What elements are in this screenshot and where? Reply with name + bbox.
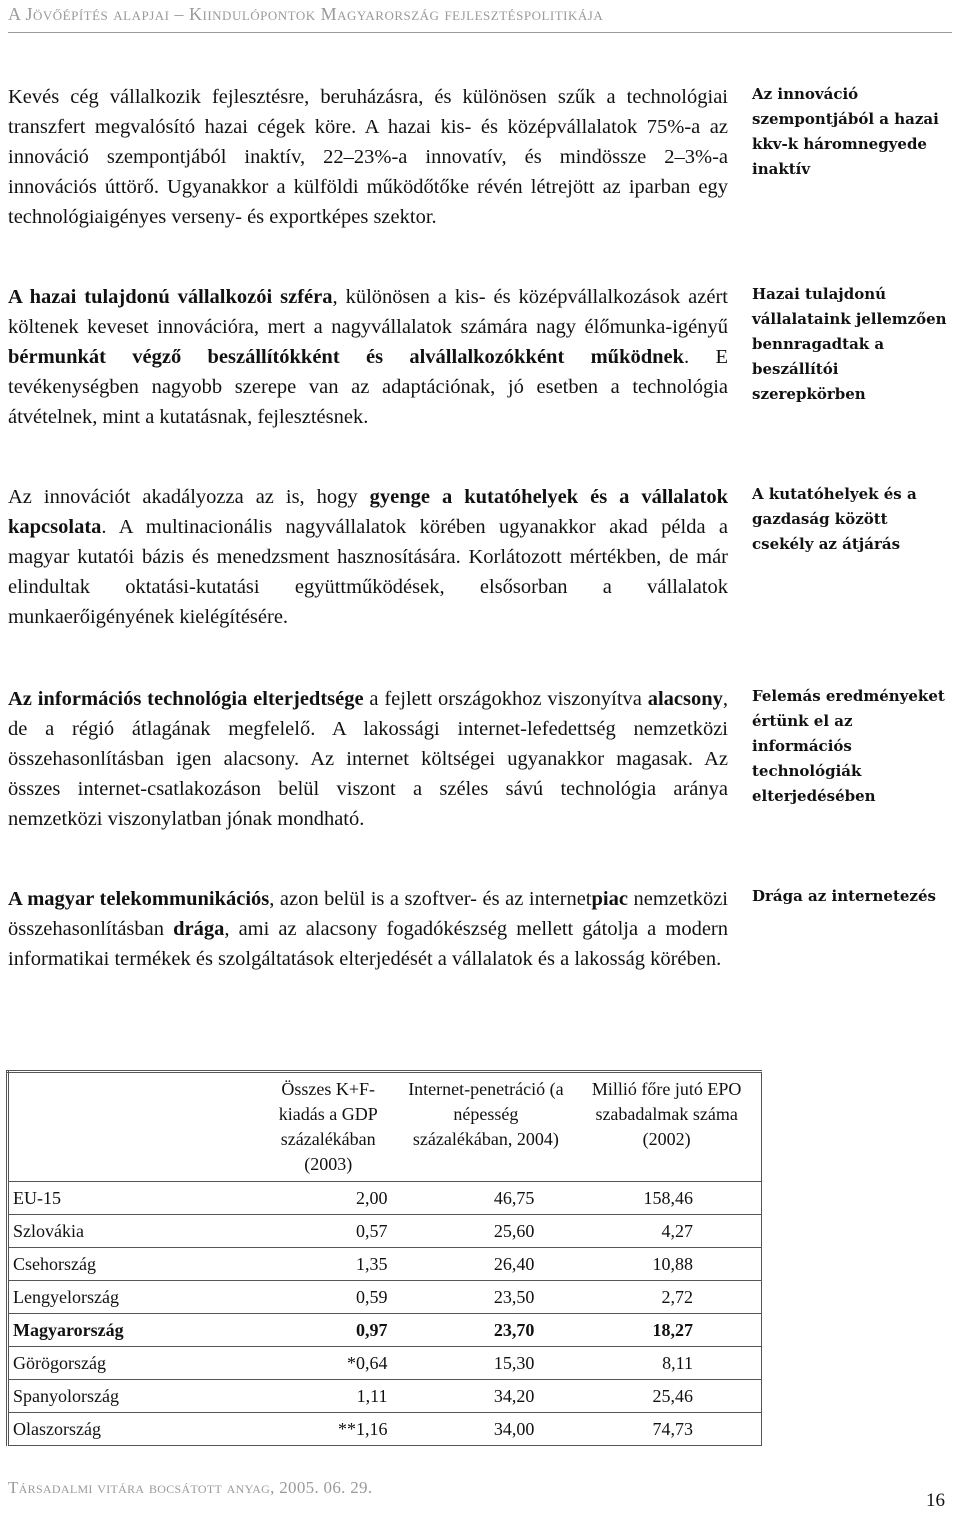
table-header-empty: [8, 1072, 257, 1182]
paragraph-domestic-sector: [8, 282, 728, 432]
internet-cell: 26,40: [399, 1248, 572, 1281]
paragraph-it-penetration: [8, 684, 728, 834]
running-header: A Jövőépítés alapjai – Kiindulópontok Magyarország fejlesztéspolitikája: [8, 4, 604, 24]
bold-phrase: A magyar telekommunikációs: [8, 888, 270, 910]
text-run: . A multinacionális nagyvállalatok körében ugyanakkor akad példa a magyar kutatói bázis és menedzsment hasznosítására. Korlátozott mértékben, de már elindultak oktatási-kutatási együttműködések, elsősorban a vállalatok munkaerőigényének kielégítésére.: [8, 516, 728, 628]
country-cell: Szlovákia: [8, 1215, 257, 1248]
country-cell: Görögország: [8, 1347, 257, 1380]
internet-cell: 15,30: [399, 1347, 572, 1380]
text-run: , de a régió átlagának megfelelő. A lakossági internet-lefedettség nemzetközi összehasonlításban igen alacsony. Az internet költségei ugyanakkor magasak. Az összes internet-csatlakozáson belül viszont a széles sávú technológia aránya nemzetközi viszonylatban jónak mondható.: [8, 688, 728, 830]
country-cell: Csehország: [8, 1248, 257, 1281]
text-run: , azon belül is a szoftver- és az internet: [269, 888, 592, 910]
country-cell: Magyarország: [8, 1314, 257, 1347]
country-cell: Lengyelország: [8, 1281, 257, 1314]
bold-phrase: bérmunkát végző beszállítókként és alvállalkozókként működnek: [8, 346, 685, 368]
rnd-cell: 0,97: [257, 1314, 399, 1347]
table-row: [8, 1248, 762, 1281]
patents-cell: 158,46: [572, 1182, 761, 1215]
internet-cell: 23,50: [399, 1281, 572, 1314]
table-row: [8, 1413, 762, 1446]
table-row: [8, 1380, 762, 1413]
bold-phrase: Az információs technológia elterjedtsége: [8, 688, 364, 710]
table-header-row: [8, 1072, 762, 1182]
patents-cell: 74,73: [572, 1413, 761, 1446]
text-run: . E tevékenységben nagyobb szerepe van az adaptációnak, jó esetben a technológia átvételnek, mint a kutatásnak, fejlesztésnek.: [8, 346, 728, 428]
bold-phrase: piac: [591, 888, 628, 910]
internet-cell: 34,00: [399, 1413, 572, 1446]
margin-note-research: A kutatóhelyek és a gazdaság között csekély az átjárás: [752, 485, 917, 553]
internet-cell: 46,75: [399, 1182, 572, 1215]
patents-cell: 4,27: [572, 1215, 761, 1248]
margin-note-it: Felemás eredményeket értünk el az információs technológiák elterjedésében: [752, 687, 945, 805]
rnd-cell: 0,59: [257, 1281, 399, 1314]
bold-phrase: drága: [173, 918, 225, 940]
bold-phrase: alacsony: [647, 688, 723, 710]
comparison-table: [6, 1070, 762, 1446]
text-run: , ami az alacsony fogadókészség mellett gátolja a modern informatikai termékek és szolgáltatások elterjedését a vállalatok és a lakosság körében.: [8, 918, 728, 970]
margin-note-innovation: Az innováció szempontjából a hazai kkv-k háromnegyede inaktív: [752, 85, 939, 178]
rnd-cell: 1,11: [257, 1380, 399, 1413]
internet-cell: 34,20: [399, 1380, 572, 1413]
table-row: [8, 1182, 762, 1215]
table-row: [8, 1215, 762, 1248]
internet-cell: 23,70: [399, 1314, 572, 1347]
footer-note: Társadalmi vitára bocsátott anyag, 2005. 06. 29.: [8, 1478, 373, 1497]
text-run: Kevés cég vállalkozik fejlesztésre, beruházásra, és különösen szűk a technológiai transzfert megvalósító hazai cégek köre. A hazai kis- és középvállalatok 75%-a az innováció szempontjából inaktív, 22–23%-a innovatív, és mindössze 2–3%-a innovációs úttörő. Ugyanakkor a külföldi működőtőke révén létrejött az iparban egy technológiaigényes verseny- és exportképes szektor.: [8, 86, 728, 228]
rnd-cell: *0,64: [257, 1347, 399, 1380]
table-header-patents: Millió főre jutó EPO szabadalmak száma (2002): [572, 1072, 761, 1182]
patents-cell: 18,27: [572, 1314, 761, 1347]
rnd-cell: 0,57: [257, 1215, 399, 1248]
text-run: , különösen a kis- és középvállalkozások azért költenek keveset innovációra, mert a nagyvállalatok számára nagy élőmunka-igényű: [8, 286, 728, 338]
paragraph-innovation: [8, 82, 728, 232]
text-run: a fejlett országokhoz viszonyítva: [363, 688, 648, 710]
table-row: [8, 1281, 762, 1314]
page-number: 16: [926, 1490, 945, 1511]
rnd-cell: 1,35: [257, 1248, 399, 1281]
rnd-cell: 2,00: [257, 1182, 399, 1215]
patents-cell: 25,46: [572, 1380, 761, 1413]
country-cell: Spanyolország: [8, 1380, 257, 1413]
table-header-internet: Internet-penetráció (a népesség százalékában, 2004): [399, 1072, 572, 1182]
patents-cell: 10,88: [572, 1248, 761, 1281]
internet-cell: 25,60: [399, 1215, 572, 1248]
paragraph-telecom: [8, 884, 728, 974]
bold-phrase: A hazai tulajdonú vállalkozói szféra: [8, 286, 333, 308]
country-cell: Olaszország: [8, 1413, 257, 1446]
paragraph-research-links: [8, 482, 728, 632]
header-rule: [8, 32, 952, 33]
rnd-cell: **1,16: [257, 1413, 399, 1446]
bold-phrase: gyenge a kutatóhelyek és a vállalatok kapcsolata: [8, 486, 728, 538]
patents-cell: 8,11: [572, 1347, 761, 1380]
patents-cell: 2,72: [572, 1281, 761, 1314]
margin-note-internet: Drága az internetezés: [752, 887, 936, 905]
country-cell: EU-15: [8, 1182, 257, 1215]
table-row: [8, 1347, 762, 1380]
text-run: Az innovációt akadályozza az is, hogy: [8, 486, 370, 508]
margin-note-suppliers: Hazai tulajdonú vállalataink jellemzően bennragadtak a beszállítói szerepkörben: [752, 285, 947, 403]
table-row: [8, 1314, 762, 1347]
table-header-rnd: Összes K+F-kiadás a GDP százalékában (2003): [257, 1072, 399, 1182]
text-run: nemzetközi összehasonlításban: [8, 888, 728, 940]
